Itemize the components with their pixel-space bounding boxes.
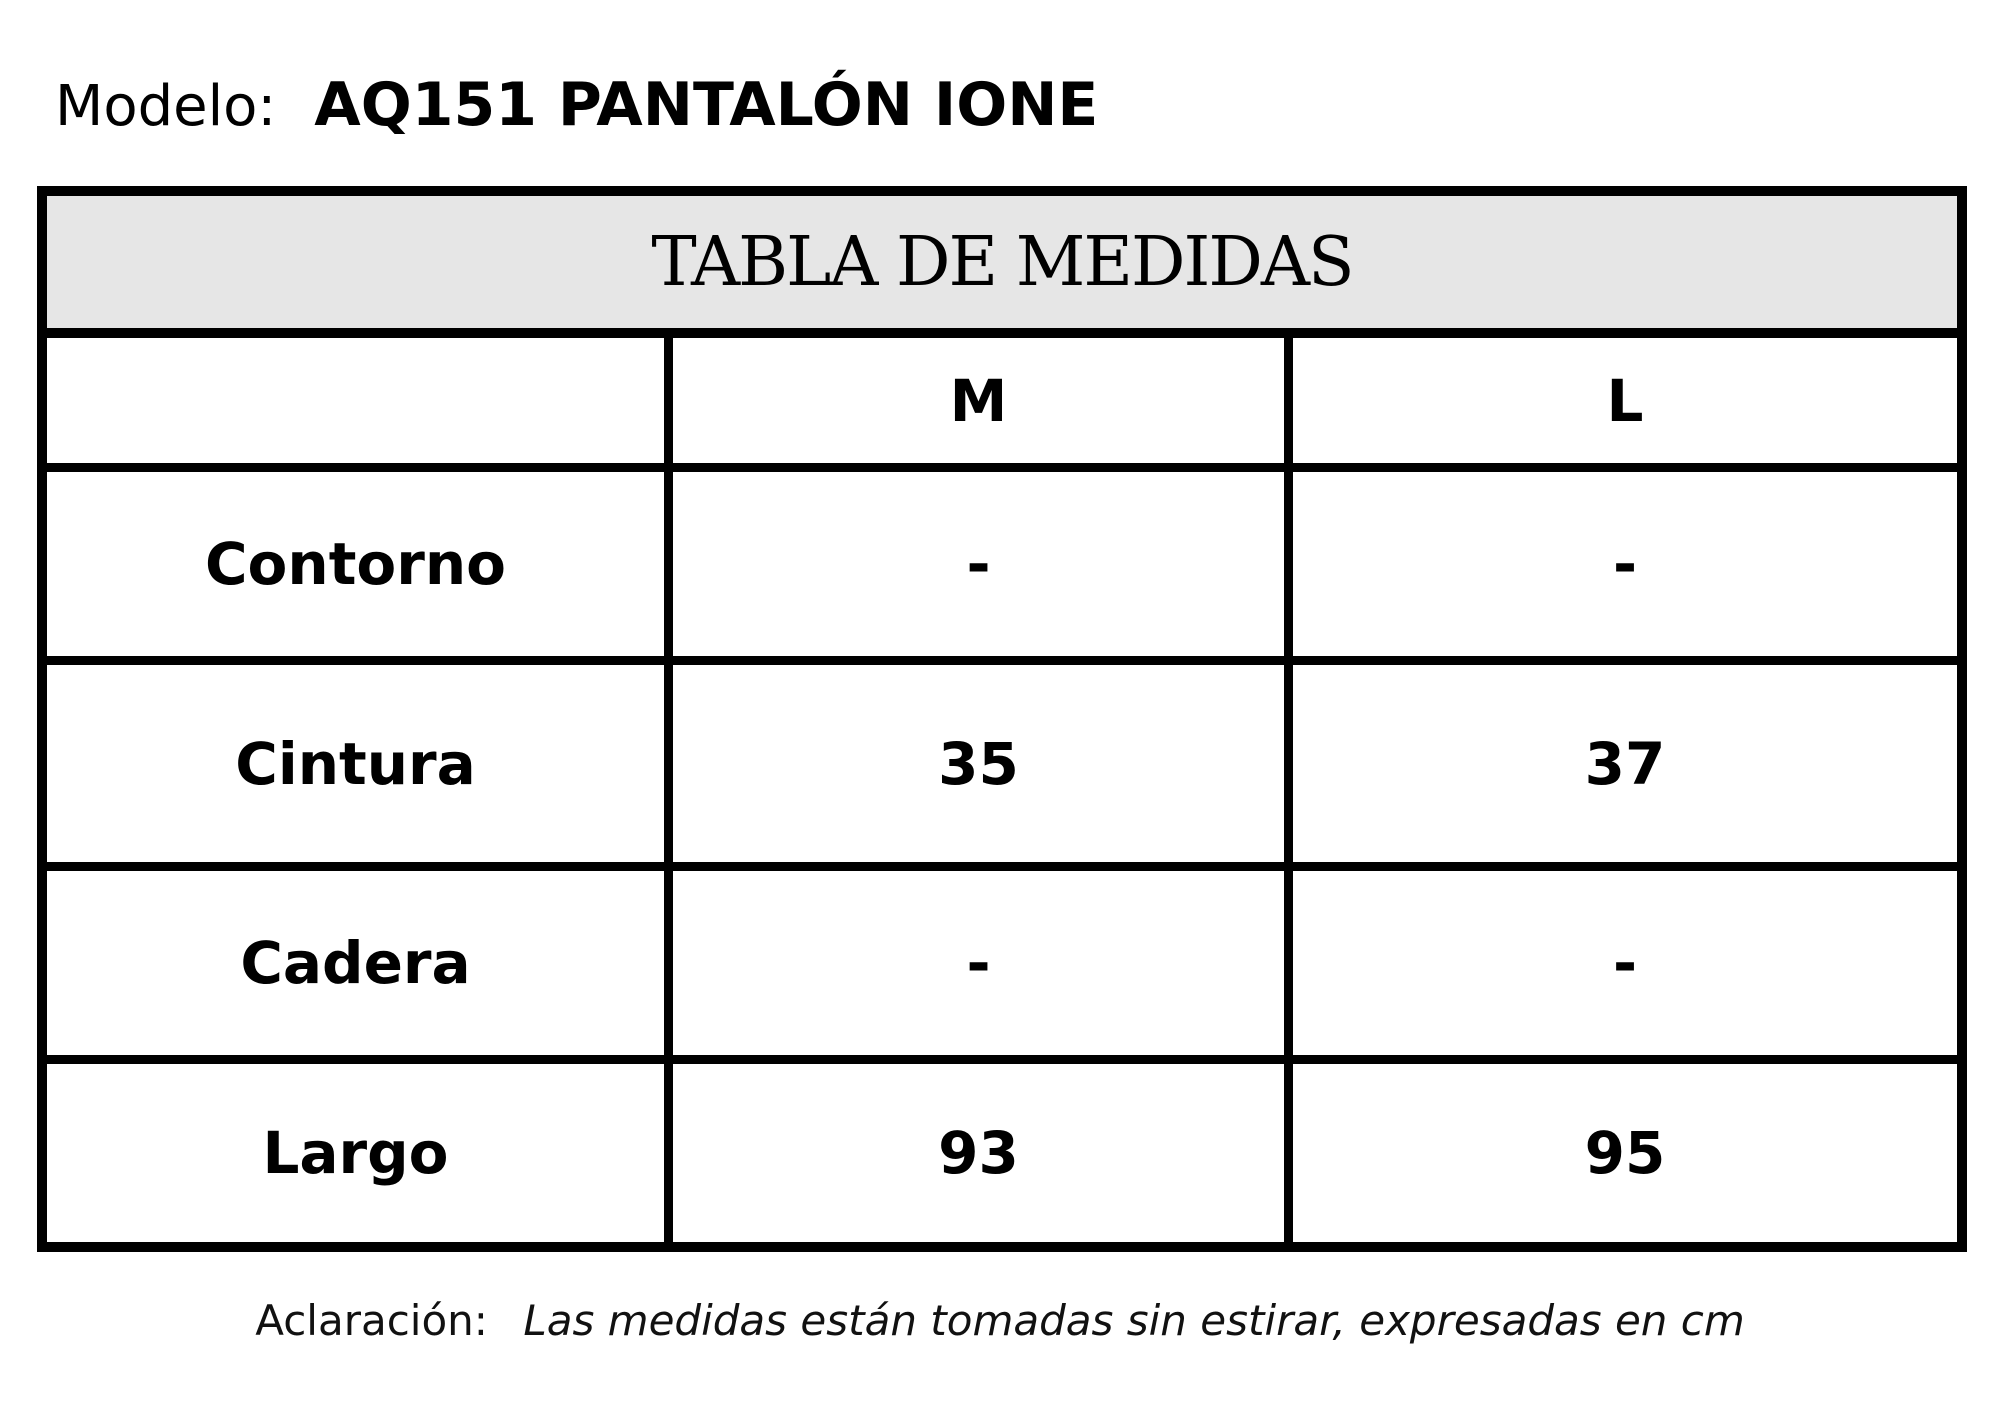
size-table bbox=[37, 186, 1967, 1252]
table-title: TABLA DE MEDIDAS bbox=[47, 196, 1957, 338]
value-cintura-m: 35 bbox=[673, 665, 1293, 871]
value-cadera-m: - bbox=[673, 871, 1293, 1064]
footnote-label: Aclaración: bbox=[255, 1296, 488, 1345]
size-header-l: L bbox=[1293, 338, 1957, 472]
row-label-cadera: Cadera bbox=[47, 871, 673, 1064]
model-name: AQ151 PANTALÓN IONE bbox=[314, 70, 1099, 140]
model-label: Modelo: bbox=[55, 74, 277, 139]
model-line bbox=[55, 70, 1098, 150]
row-label-largo: Largo bbox=[47, 1064, 673, 1242]
footnote-text: Las medidas están tomadas sin estirar, expresadas en cm bbox=[523, 1296, 1745, 1345]
value-contorno-m: - bbox=[673, 472, 1293, 665]
row-label-cintura: Cintura bbox=[47, 665, 673, 871]
row-label-contorno: Contorno bbox=[47, 472, 673, 665]
size-header-m: M bbox=[673, 338, 1293, 472]
value-cadera-l: - bbox=[1293, 871, 1957, 1064]
value-cintura-l: 37 bbox=[1293, 665, 1957, 871]
value-largo-m: 93 bbox=[673, 1064, 1293, 1242]
corner-cell bbox=[47, 338, 673, 472]
value-contorno-l: - bbox=[1293, 472, 1957, 665]
footnote bbox=[0, 1296, 2000, 1345]
value-largo-l: 95 bbox=[1584, 1119, 1666, 1187]
